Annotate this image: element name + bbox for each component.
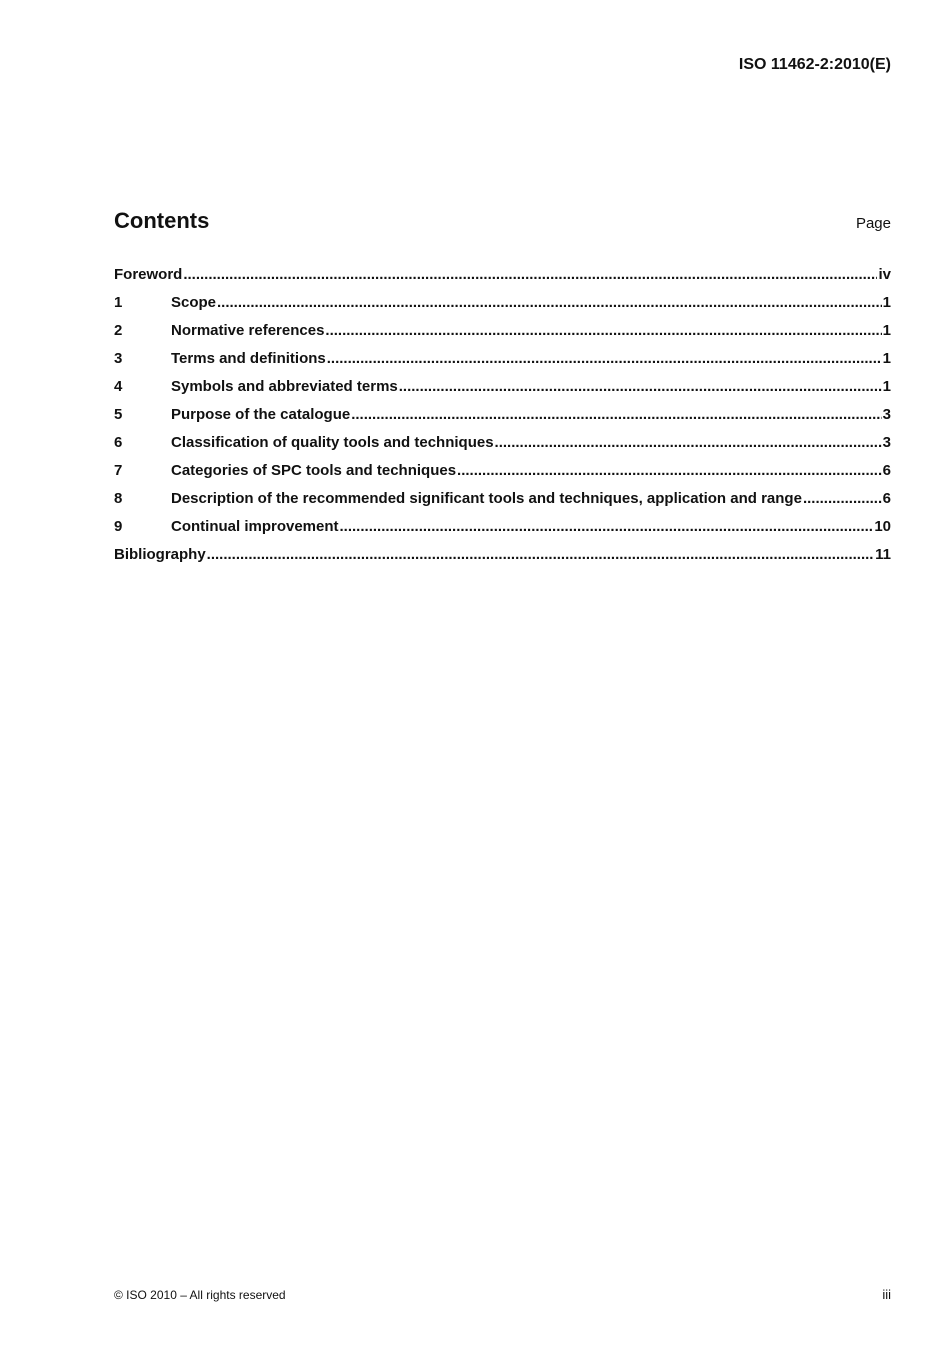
document-id: ISO 11462-2:2010(E) xyxy=(738,56,891,73)
toc-entry-page: 11 xyxy=(875,546,891,563)
toc-entry-number: 7 xyxy=(114,462,123,479)
dot-leader xyxy=(399,378,882,395)
toc-entry-number: 1 xyxy=(114,294,123,311)
toc-entry-page: iv xyxy=(878,266,891,283)
toc-entry-foreword[interactable] xyxy=(114,266,891,294)
toc-entry-number: 8 xyxy=(114,490,123,507)
toc-entry-title: Continual improvement xyxy=(171,518,339,535)
footer-copyright: © ISO 2010 – All rights reserved xyxy=(114,1288,286,1302)
toc-entry-categories[interactable] xyxy=(114,462,891,490)
dot-leader xyxy=(351,406,881,423)
dot-leader xyxy=(183,266,877,283)
dot-leader xyxy=(327,350,882,367)
toc-entry-continual-improvement[interactable] xyxy=(114,518,891,546)
footer-page-number: iii xyxy=(882,1287,891,1302)
dot-leader xyxy=(217,294,882,311)
dot-leader xyxy=(325,322,881,339)
toc-entry-normative-references[interactable] xyxy=(114,322,891,350)
toc-entry-page: 3 xyxy=(882,434,891,451)
toc-entry-number: 9 xyxy=(114,518,123,535)
toc-entry-classification[interactable] xyxy=(114,434,891,462)
toc-entry-page: 1 xyxy=(882,350,891,367)
toc-entry-page: 3 xyxy=(882,406,891,423)
dot-leader xyxy=(340,518,874,535)
toc-entry-title: Classification of quality tools and techniques xyxy=(171,434,494,451)
toc-entry-page: 10 xyxy=(874,518,891,535)
dot-leader xyxy=(457,462,882,479)
toc-entry-title: Purpose of the catalogue xyxy=(171,406,351,423)
toc-entry-title: Bibliography xyxy=(114,546,206,563)
dot-leader xyxy=(495,434,882,451)
toc-entry-page: 6 xyxy=(882,490,891,507)
toc-entry-title: Symbols and abbreviated terms xyxy=(171,378,398,395)
table-of-contents xyxy=(114,266,891,574)
toc-entry-scope[interactable] xyxy=(114,294,891,322)
toc-entry-number: 5 xyxy=(114,406,123,423)
contents-title: Contents xyxy=(114,208,210,233)
toc-entry-title: Terms and definitions xyxy=(171,350,326,367)
toc-entry-number: 4 xyxy=(114,378,123,395)
toc-entry-bibliography[interactable] xyxy=(114,546,891,574)
dot-leader xyxy=(803,490,882,507)
toc-entry-page: 1 xyxy=(882,322,891,339)
contents-heading-row xyxy=(114,208,891,238)
toc-entry-number: 3 xyxy=(114,350,123,367)
toc-entry-page: 6 xyxy=(882,462,891,479)
toc-entry-page: 1 xyxy=(882,378,891,395)
dot-leader xyxy=(207,546,874,563)
page-column-label: Page xyxy=(855,215,891,232)
toc-entry-number: 2 xyxy=(114,322,123,339)
toc-entry-title: Foreword xyxy=(114,266,183,283)
toc-entry-page: 1 xyxy=(882,294,891,311)
toc-entry-title: Scope xyxy=(171,294,217,311)
toc-entry-description[interactable] xyxy=(114,490,891,518)
toc-entry-number: 6 xyxy=(114,434,123,451)
toc-entry-title: Normative references xyxy=(171,322,325,339)
toc-entry-symbols-and-abbreviated-terms[interactable] xyxy=(114,378,891,406)
toc-entry-title: Description of the recommended significant tools and techniques, application and range xyxy=(171,490,802,507)
toc-entry-purpose-of-the-catalogue[interactable] xyxy=(114,406,891,434)
toc-entry-terms-and-definitions[interactable] xyxy=(114,350,891,378)
toc-entry-title: Categories of SPC tools and techniques xyxy=(171,462,457,479)
